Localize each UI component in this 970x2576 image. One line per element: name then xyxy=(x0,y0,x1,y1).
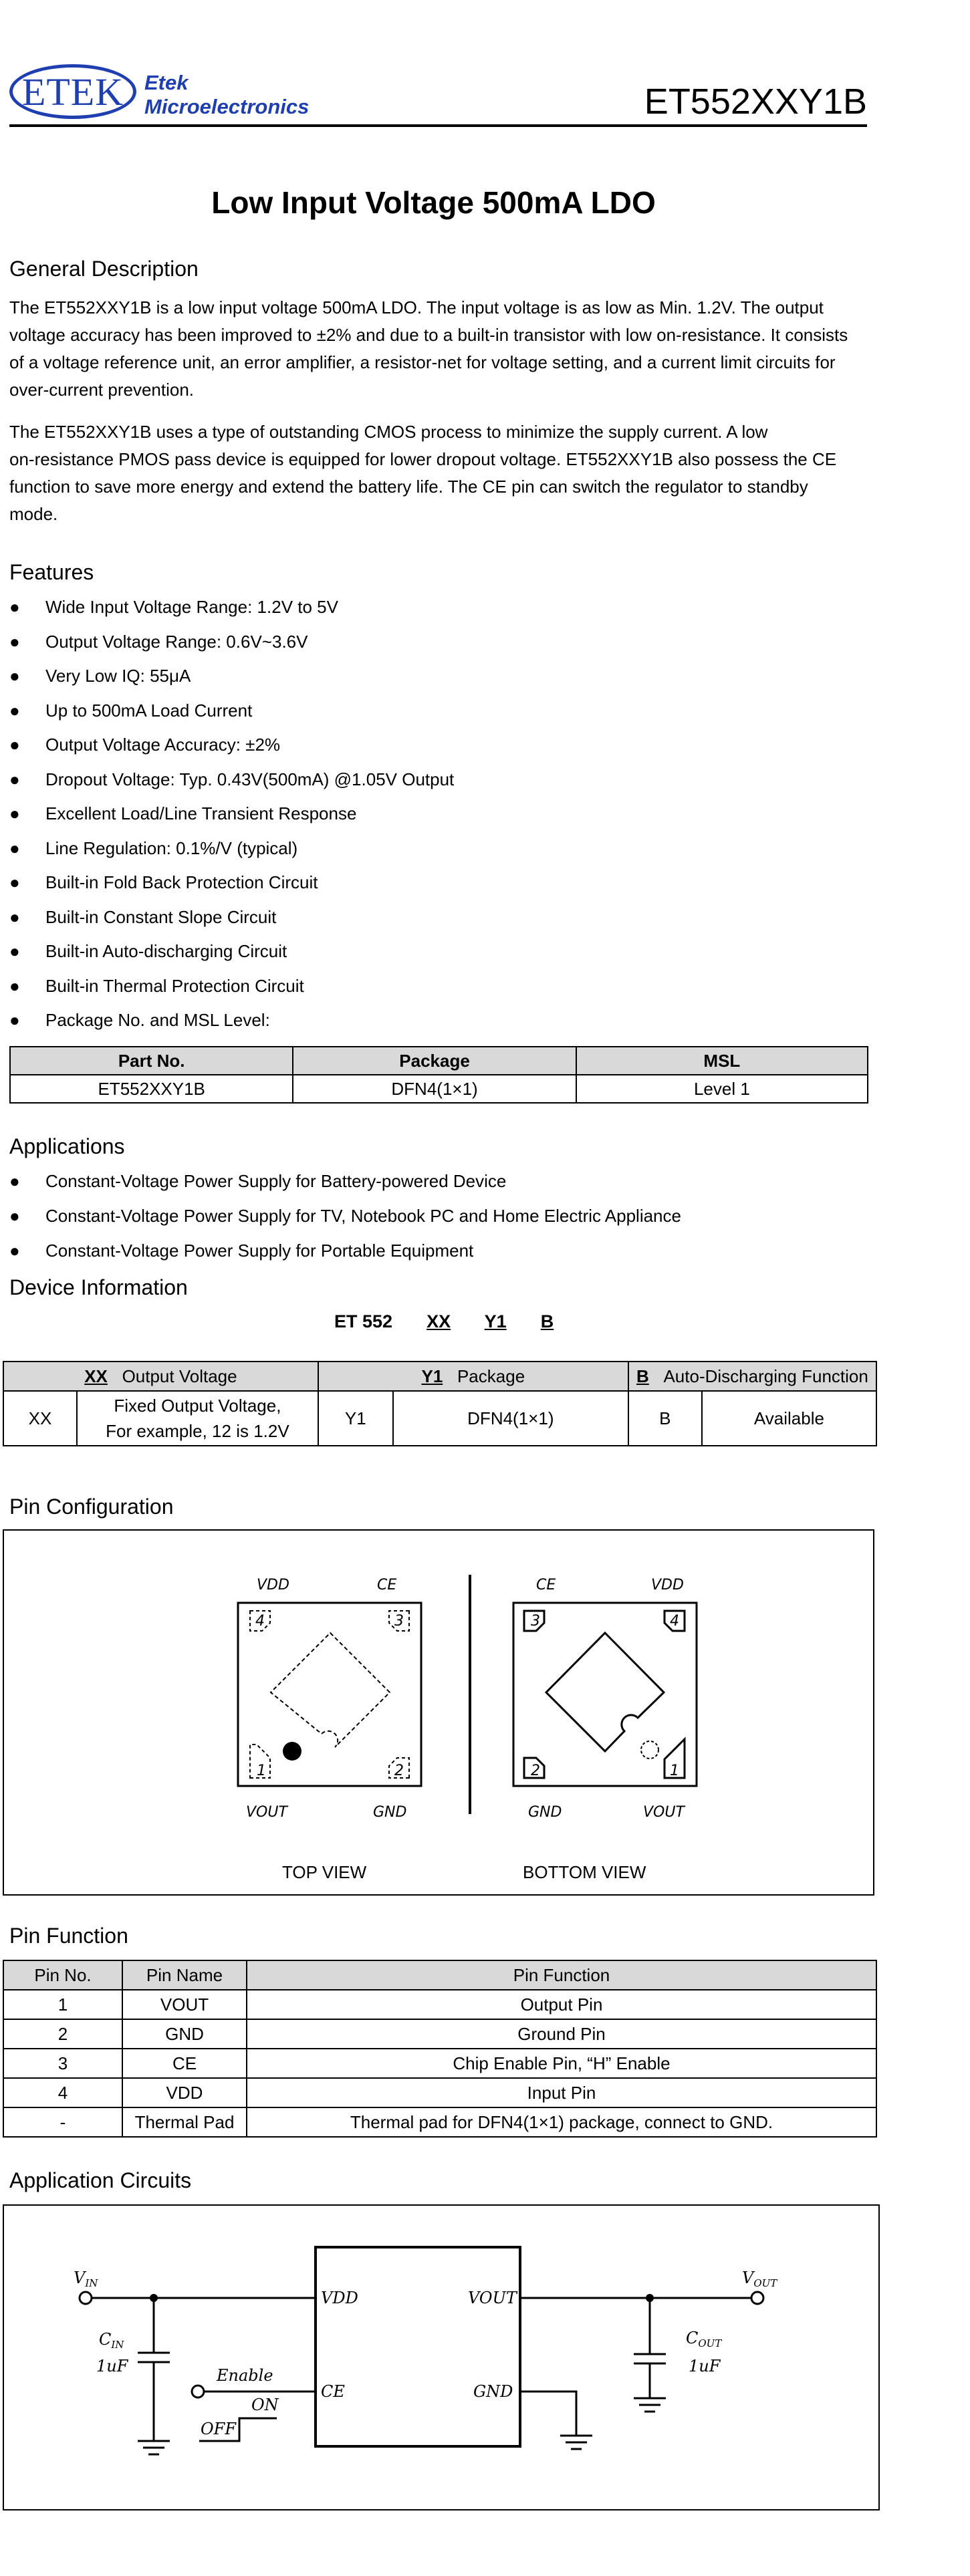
feature-text: Built-in Thermal Protection Circuit xyxy=(45,975,304,996)
on-label: ON xyxy=(251,2396,279,2414)
ic-pin-ce: CE xyxy=(321,2382,345,2401)
code-b: B xyxy=(540,1311,554,1331)
top-thermal-pad xyxy=(271,1633,390,1747)
msl-header-package: Package xyxy=(293,1047,576,1075)
msl-cell-msl: Level 1 xyxy=(576,1075,868,1103)
application-item xyxy=(9,1171,506,1191)
ordering-code xyxy=(334,1311,554,1332)
bullet: ● xyxy=(9,1010,20,1030)
bottom-package-outline xyxy=(513,1603,697,1786)
app-circuits-heading: Application Circuits xyxy=(9,2168,192,2192)
dev-cell-output-desc: Fixed Output Voltage, For example, 12 is 1.2V xyxy=(77,1391,318,1446)
feature-text: Output Voltage Range: 0.6V~3.6V xyxy=(45,631,308,652)
gnd-wire xyxy=(520,2392,576,2436)
feature-text: Dropout Voltage: Typ. 0.43V(500mA) @1.05V Output xyxy=(45,769,455,789)
table-row: - Thermal Pad Thermal pad for DFN4(1×1) package, connect to GND. xyxy=(3,2107,876,2137)
device-info-heading: Device Information xyxy=(9,1275,188,1299)
feature-item xyxy=(9,838,297,858)
table-row: 4 VDD Input Pin xyxy=(3,2078,876,2107)
feature-item xyxy=(9,700,252,721)
bullet: ● xyxy=(9,769,20,789)
feature-item xyxy=(9,769,454,789)
bullet: ● xyxy=(9,872,20,892)
bottom-view-label: BOTTOM VIEW xyxy=(523,1862,646,1882)
para1-line: The ET552XXY1B is a low input voltage 500mA LDO. The input voltage is as low as Min. 1.2V. The output xyxy=(9,297,824,317)
cout-value: 1uF xyxy=(689,2357,721,2375)
feature-text: Built-in Auto-discharging Circuit xyxy=(45,941,287,961)
top-pin-num-4: 4 xyxy=(255,1613,265,1630)
application-item xyxy=(9,1206,681,1226)
feature-text: Output Voltage Accuracy: ±2% xyxy=(45,735,281,755)
bullet: ● xyxy=(9,803,20,823)
feature-item xyxy=(9,1010,270,1030)
bottom-label-vout: VOUT xyxy=(643,1804,685,1821)
general-description-para1 xyxy=(9,294,867,404)
feature-text: Up to 500mA Load Current xyxy=(45,700,253,721)
bullet: ● xyxy=(9,666,20,686)
bottom-pin-num-2: 2 xyxy=(531,1763,540,1779)
cout-label: $C_{OUT}$ xyxy=(686,2329,722,2349)
ic-body xyxy=(316,2247,520,2446)
pin-config-heading: Pin Configuration xyxy=(9,1495,174,1519)
bullet: ● xyxy=(9,1206,20,1226)
feature-item xyxy=(9,597,338,617)
vin-label: $V_{IN}$ xyxy=(74,2269,98,2289)
bullet: ● xyxy=(9,838,20,858)
etek-logo xyxy=(9,64,136,119)
code-y1: Y1 xyxy=(484,1311,507,1331)
ce-terminal xyxy=(192,2386,204,2398)
para2-line: The ET552XXY1B uses a type of outstanding CMOS process to minimize the supply current. A low xyxy=(9,422,768,442)
general-description-para2 xyxy=(9,418,867,528)
msl-cell-package: DFN4(1×1) xyxy=(293,1075,576,1103)
top-view-label: TOP VIEW xyxy=(282,1862,367,1882)
header-rule xyxy=(9,124,867,127)
pin-config-box xyxy=(3,1529,874,1896)
dev-cell-xx: XX xyxy=(3,1391,77,1446)
vin-terminal xyxy=(80,2292,92,2304)
dev-cell-package: DFN4(1×1) xyxy=(393,1391,628,1446)
company-name-line2: Microelectronics xyxy=(144,95,310,118)
top-package-outline xyxy=(238,1603,421,1786)
bullet: ● xyxy=(9,631,20,652)
para1-line: of a voltage reference unit, an error amplifier, a resistor-net for voltage setting, and a current limit circuits for xyxy=(9,352,836,372)
table-row: 3 CE Chip Enable Pin, “H” Enable xyxy=(3,2049,876,2078)
feature-text: Built-in Fold Back Protection Circuit xyxy=(45,872,318,892)
ic-pin-vdd: VDD xyxy=(321,2289,358,2307)
pin-config-diagram xyxy=(4,1531,873,1894)
dev-header-output: XX Output Voltage xyxy=(3,1362,318,1391)
pin-function-table xyxy=(3,1960,877,2138)
feature-text: Excellent Load/Line Transient Response xyxy=(45,803,357,823)
dev-cell-y1: Y1 xyxy=(318,1391,393,1446)
bullet: ● xyxy=(9,700,20,721)
feature-item xyxy=(9,735,280,755)
dev-header-package: Y1 Package xyxy=(318,1362,628,1391)
code-prefix: ET 552 xyxy=(334,1311,393,1331)
top-pin1-marker xyxy=(283,1742,301,1761)
app-circuit-diagram xyxy=(4,2206,878,2509)
general-description-heading: General Description xyxy=(9,257,199,281)
feature-text: Wide Input Voltage Range: 1.2V to 5V xyxy=(45,597,338,617)
feature-item xyxy=(9,872,318,892)
code-xx: XX xyxy=(427,1311,451,1331)
bullet: ● xyxy=(9,1241,20,1261)
application-text: Constant-Voltage Power Supply for Battery-powered Device xyxy=(45,1171,507,1191)
bottom-label-ce: CE xyxy=(536,1577,556,1593)
bullet: ● xyxy=(9,941,20,961)
applications-heading: Applications xyxy=(9,1134,125,1158)
feature-text: Line Regulation: 0.1%/V (typical) xyxy=(45,838,298,858)
feature-item xyxy=(9,907,276,927)
para2-line: on-resistance PMOS pass device is equipped for lower dropout voltage. ET552XXY1B also possess the CE xyxy=(9,449,837,469)
features-heading: Features xyxy=(9,560,94,584)
feature-item xyxy=(9,632,308,652)
top-label-gnd: GND xyxy=(373,1804,407,1821)
msl-table xyxy=(9,1046,868,1104)
header-part-number: ET552XXY1B xyxy=(644,82,867,122)
vout-label: $V_{OUT}$ xyxy=(742,2269,777,2289)
cin-value: 1uF xyxy=(96,2357,128,2375)
device-info-table xyxy=(3,1361,877,1446)
top-label-ce: CE xyxy=(377,1577,397,1593)
bullet: ● xyxy=(9,735,20,755)
bottom-thermal-pad xyxy=(546,1633,664,1751)
bullet: ● xyxy=(9,1171,20,1191)
feature-text: Built-in Constant Slope Circuit xyxy=(45,906,277,927)
table-row: 2 GND Ground Pin xyxy=(3,2019,876,2049)
pf-header-name: Pin Name xyxy=(122,1960,247,1990)
vin-node xyxy=(150,2294,158,2302)
off-label: OFF xyxy=(201,2420,236,2438)
para2-line: function to save more energy and extend the battery life. The CE pin can switch the regulator to standby xyxy=(9,477,808,497)
feature-item xyxy=(9,803,356,823)
cin-label: $C_{IN}$ xyxy=(99,2330,124,2351)
table-row: 1 VOUT Output Pin xyxy=(3,1990,876,2019)
dev-cell-available: Available xyxy=(702,1391,876,1446)
msl-cell-part: ET552XXY1B xyxy=(10,1075,293,1103)
application-text: Constant-Voltage Power Supply for Portable Equipment xyxy=(45,1241,474,1261)
para1-line: over-current prevention. xyxy=(9,380,195,400)
application-item xyxy=(9,1241,473,1261)
top-pin-num-2: 2 xyxy=(394,1763,404,1779)
bullet: ● xyxy=(9,597,20,617)
bullet: ● xyxy=(9,975,20,996)
feature-text: Very Low IQ: 55μA xyxy=(45,666,191,686)
top-label-vout: VOUT xyxy=(246,1804,287,1821)
dev-header-discharge: B Auto-Discharging Function xyxy=(628,1362,876,1391)
bottom-pin-num-1: 1 xyxy=(670,1763,679,1779)
bottom-label-gnd: GND xyxy=(528,1804,562,1821)
bottom-pin1-marker xyxy=(641,1741,658,1759)
feature-item xyxy=(9,666,191,686)
application-text: Constant-Voltage Power Supply for TV, Notebook PC and Home Electric Appliance xyxy=(45,1206,681,1226)
para2-line: mode. xyxy=(9,504,58,524)
msl-header-part: Part No. xyxy=(10,1047,293,1075)
feature-item xyxy=(9,976,304,996)
feature-text: Package No. and MSL Level: xyxy=(45,1010,270,1030)
vout-terminal xyxy=(751,2292,763,2304)
msl-header-msl: MSL xyxy=(576,1047,868,1075)
enable-label: Enable xyxy=(217,2366,273,2385)
app-circuit-box xyxy=(3,2204,880,2510)
dev-cell-b: B xyxy=(628,1391,702,1446)
top-pin-num-1: 1 xyxy=(257,1763,266,1779)
vout-node xyxy=(646,2294,654,2302)
ic-pin-gnd: GND xyxy=(473,2382,513,2401)
company-name-line1: Etek xyxy=(144,71,189,94)
top-pin-num-3: 3 xyxy=(394,1613,404,1630)
bottom-pin-num-4: 4 xyxy=(670,1613,679,1630)
para1-line: voltage accuracy has been improved to ±2% and due to a built-in transistor with low on-resistance. It consists xyxy=(9,325,848,345)
pin-function-heading: Pin Function xyxy=(9,1924,128,1948)
logo-text: ETEK xyxy=(21,70,124,114)
bottom-pin-num-3: 3 xyxy=(531,1613,540,1630)
bottom-label-vdd: VDD xyxy=(651,1577,684,1593)
top-label-vdd: VDD xyxy=(257,1577,289,1593)
bullet: ● xyxy=(9,906,20,927)
feature-item xyxy=(9,941,287,961)
ic-pin-vout: VOUT xyxy=(468,2289,517,2307)
document-title: Low Input Voltage 500mA LDO xyxy=(211,185,656,220)
pf-header-function: Pin Function xyxy=(247,1960,876,1990)
pf-header-no: Pin No. xyxy=(3,1960,122,1990)
